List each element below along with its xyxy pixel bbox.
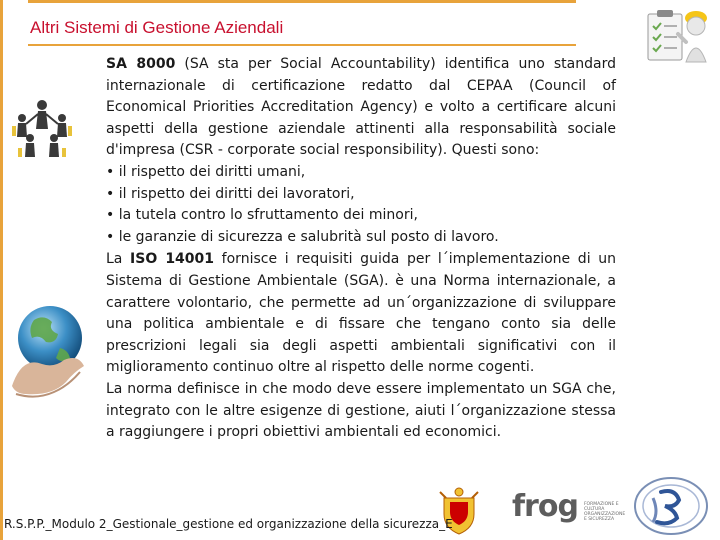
footer-text: R.S.P.P._Modulo 2_Gestionale_gestione ed organizzazione della sicurezza_E xyxy=(4,517,453,531)
worker-checklist-icon xyxy=(644,4,714,66)
body-text xyxy=(106,54,616,444)
sa8000-bullet-4: • le garanzie di sicurezza e salubrità sul posto di lavoro. xyxy=(106,228,499,245)
frog-logo xyxy=(512,489,628,524)
left-accent-rule xyxy=(0,0,3,540)
slide-title: Altri Sistemi di Gestione Aziendali xyxy=(30,18,284,37)
frog-logo-icon: frog xyxy=(512,489,578,524)
badge-logo-icon xyxy=(631,474,711,538)
sa8000-bullet-2: • il rispetto dei diritti dei lavoratori, xyxy=(106,185,355,202)
people-team-icon xyxy=(8,96,76,164)
iso14001-text: fornisce i requisiti guida per l´implementazione di un Sistema di Gestione Ambientale (SGA). è una Norma internazionale, a carattere volontario, che permette ad un´organizzazione di sviluppare una politica ambientale e di fissare che tengano conto sia delle prescrizioni legali sia degli aspetti ambientali significativi con il miglioramento continuo oltre al rispetto delle norme cogenti. xyxy=(106,251,616,376)
iso14001-lead: La xyxy=(106,251,131,268)
iso14001-term: ISO 14001 xyxy=(130,251,215,268)
sa8000-term: SA 8000 xyxy=(106,56,176,72)
iso14001-paragraph-2: La norma definisce in che modo deve essere implementato un SGA che, integrato con le altre esigenze di gestione, aiuti l´organizzazione stessa a raggiungere i propri obiettivi ambientali ed economici. xyxy=(106,380,616,441)
sa8000-bullet-1: • il rispetto dei diritti umani, xyxy=(106,163,306,180)
sa8000-bullet-3: • la tutela contro lo sfruttamento dei minori, xyxy=(106,207,418,224)
globe-hands-icon xyxy=(8,290,90,410)
sa8000-paragraph xyxy=(106,54,616,162)
frog-tagline: FORMAZIONE E CULTURA ORGANIZZAZIONE E SICUREZZA xyxy=(583,502,626,522)
title-underline xyxy=(28,44,576,46)
iso14001-paragraph xyxy=(106,249,616,379)
sa8000-intro: (SA sta per Social Accountability) identifica uno standard internazionale di certificazione redatto dal CEPAA (Council of Economical Priorities Accreditation Agency) e volto a certificare alcuni aspetti della gestione aziendale attinenti alla responsabilità sociale d'impresa (CSR - corporate social responsibility). Questi sono: xyxy=(106,56,616,159)
